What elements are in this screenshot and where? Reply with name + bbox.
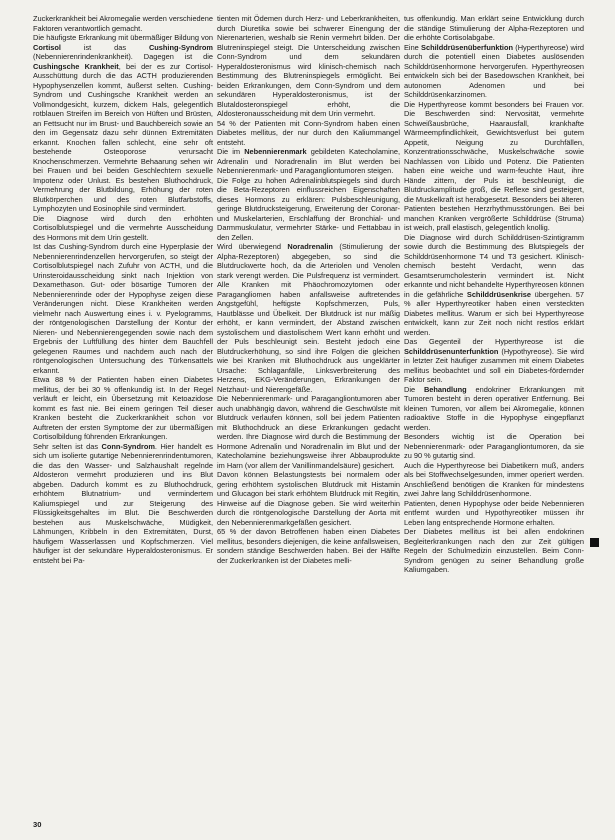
paragraph-text: . Hier handelt es sich um isolierte gutartige Nebennierenrindentumoren, die das den Wasser- und Salzhaushalt regelnde Aldosteron vermehrt produzieren und ins Blut abgeben. Dadurch kommt es zu Bluthochdruck, erhöhtem Blutnatrium- und vermindertem Kaliumspiegel und zur Steigerung des Flüssigkeitsgehaltes im Blut. Die Beschwerden bestehen aus Muskelschwäche, Müdigkeit, Lähmungen, Kribbeln in den Extremitäten, Durst, häufigem Wasserlassen und Kopfschmerzen. Viel häufiger ist der sekundäre Hyperaldosteronismus. Er entsteht bei Pa- xyxy=(33,441,213,565)
bold-term: Cortisol xyxy=(33,42,61,52)
paragraph-text: Eine xyxy=(404,42,422,52)
paragraph xyxy=(217,242,400,394)
paragraph-text: Zuckerkrankheit bei Akromegalie werden verschiedene Faktoren verantwortlich gemacht. xyxy=(33,14,213,33)
paragraph xyxy=(404,527,584,575)
column-left xyxy=(33,14,213,565)
paragraph xyxy=(404,432,584,461)
paragraph-text: Die Hyperthyreose kommt besonders bei Frauen vor. Die Beschwerden sind: Nervosität, vermehrte Schweißausbrüche, Haarausfall, krankhafte Wärmeempfindlichkeit, Gewichtsverlust bei gutem Appetit, Neigung zu Durchfällen, Konzentrationsschwäche, Muskelschwäche sowie Nachlassen von Libido und Potenz. Die Patienten haben eine weiche und warm-feuchte Haut, ihre Hände zittern, der Puls ist beschleunigt, die Blutdruckamplitude groß, die Reflexe sind gesteigert, die Muskelkraft ist herabgesetzt. Besonders bei älteren Patienten bestehen Herzrhythmusstörungen. Bei bei manchen Kranken vergrößerte Schilddrüse (Struma) ist weich, prall elastisch, gelegentlich knollig. xyxy=(404,99,584,232)
paragraph-text: 65 % der davon Betroffenen haben einen Diabetes mellitus, besonders diejenigen, die keine anfallsweisen, sondern ständige Beschwerden haben. Bei der Hälfte der Zuckerkranken ist der Diabetes melli- xyxy=(217,527,400,565)
paragraph-text: Die Diagnose wird durch Schilddrüsen-Szintigramm sowie durch die Bestimmung des Blutspiegels der Schilddrüsenhormone T4 und T3 gesichert. Klinisch-chemisch besteht Verdacht, wenn das Gesamtserumcholesterin vermindert ist. Nicht erkannte und nicht behandelte Hyperthyreosen können in die gefährliche xyxy=(404,232,584,299)
paragraph-text: Davon können Belastungstests bei normalem oder gering erhöhtem systolischen Blutdruck mit Histamin und Glucagon bei stark erhöhtem Blutdruck mit Regitin, Hinweise auf die Diagnose geben. Sie wird weiterhin durch die röntgenologische Darstellung der Aorta mit den Nebennierenmarkgefäßen gesichert. xyxy=(217,470,400,527)
edge-marker xyxy=(590,538,599,547)
paragraph-text: Sehr selten ist das xyxy=(33,441,102,451)
paragraph xyxy=(217,470,400,527)
bold-term: Cushing-Syndrom xyxy=(148,42,213,52)
paragraph-text: (Hyperthyreose) wird durch die potentiell einen Diabetes auslösenden Schilddrüsenhormone hervorgerufen. Hyperthyreosen entwickeln sich bei der Basedowschen Krankheit, bei autonomen Adenomen und bei Schilddrüsenkarzinomen. xyxy=(404,42,584,99)
paragraph-text: (Nebennierenrindenkrankheit). Dagegen ist die xyxy=(33,52,213,61)
paragraph-text: Die xyxy=(404,384,424,394)
paragraph xyxy=(217,14,400,119)
bold-term: Cushingsche Krankheit xyxy=(33,61,119,71)
paragraph-text: ist das xyxy=(60,42,149,52)
bold-term: Schilddrüsenkrise xyxy=(466,289,531,299)
paragraph-text: Die Diagnose wird durch den erhöhten Cortisolblutspiegel und die vermehrte Ausscheidung des Hormons mit dem Urin gestellt. xyxy=(33,213,213,242)
paragraph-text: Das Gegenteil der Hyperthyreose ist die xyxy=(404,337,584,346)
page-number: 30 xyxy=(33,820,42,829)
paragraph xyxy=(404,14,584,43)
paragraph xyxy=(404,385,584,433)
bold-term: Noradrenalin xyxy=(287,242,333,251)
paragraph-text: Wird überwiegend xyxy=(217,242,288,251)
bold-term: Behandlung xyxy=(423,384,467,394)
paragraph-text: Die im xyxy=(217,147,245,156)
paragraph xyxy=(33,442,213,566)
paragraph-text: Die Nebennierenmark- und Paragangliontumoren aber auch unabhängig davon, während die Geschwülste mit Blutdruck verlaufen können, soll bei jedem Patienten mit Bluthochdruck an diese Erkrankungen gedacht werden. Ihre Diagnose wird durch die Bestimmung der Hormone Adrenalin und Noradrenalin im Blut und der Katecholamine beziehungsweise ihrer Abbauprodukte im Harn (vor allem der Vanillinmandelsäure) gesichert. xyxy=(217,394,400,470)
bold-term: Nebennierenmark xyxy=(244,147,307,156)
bold-term: Schilddrüsenüberfunktion xyxy=(421,42,514,52)
paragraph xyxy=(33,242,213,375)
paragraph-text: Die Folge zu hohen Adrenalinblutspiegels sind durch die Beta-Rezeptoren einflussreichen Eigenschaften dieses Hormons zu erklären: Pulsbeschleunigung, geringe Blutdrucksteigerung, Erweiterung der Coronar- und Muskelarterien, Erschlaffung der Bronchial- und Darmmuskulatur, vermehrter Stärke- und Fettabbau in den Zellen. xyxy=(217,175,400,242)
paragraph xyxy=(404,100,584,233)
column-middle xyxy=(217,14,400,565)
paragraph xyxy=(33,33,213,214)
paragraph-text: endokriner Erkrankungen mit Tumoren besteht in deren operativer Entfernung. Bei kleinen Tumoren, vor allem bei Akromegalie, können radioaktive Stoffe in die Hypophyse eingepflanzt werden. xyxy=(404,384,584,432)
paragraph-text: tienten mit Ödemen durch Herz- und Leberkrankheiten, durch Diuretika sowie bei schwerer Einengung der Nierenarterien, weshalb sie Renin vermehrt bilden. Der Blutreninspiegel steigt. Die Unterscheidung zwischen Conn-Syndrom und dem sekundären Hyperaldosteronismus wird klinisch-chemisch nach Bestimmung des Blutreninspiegels ermöglicht. Bei beiden Erkrankungen, dem Conn-Syndrom und dem sekundären Hyperaldosteronismus, ist der Blutaldosteronspiegel erhöht, die Aldosteronausscheidung mit dem Urin vermehrt. xyxy=(217,14,400,118)
paragraph-text: Etwa 88 % der Patienten haben einen Diabetes mellitus, der bei 30 % offenkundig ist. In der Regel verläuft er leicht, ein Übersetzung mit Ketoazidose kommt es fast nie. Bei einem geringen Teil dieser Kranken besteht die Zuckerkrankheit schon vor Auftreten der ersten Symptome der zur übermäßigen Cortisolbildung führenden Erkrankungen. xyxy=(33,375,213,441)
paragraph xyxy=(404,337,584,385)
paragraph-text: Auch die Hyperthyreose bei Diabetikern muß, anders als bei Stoffwechselgesunden, immer operiert werden. Anschließend benötigen die Kranken für mindestens zwei Jahre lang Schilddrüsenhormone. xyxy=(404,460,584,498)
paragraph xyxy=(217,176,400,243)
paragraph xyxy=(217,527,400,565)
paragraph xyxy=(217,147,400,176)
paragraph xyxy=(404,499,584,528)
paragraph-text: gebildeten Katecholamine, Adrenalin und Noradrenalin im Blut werden bei Nebennierenmark- und Paragangliontumoren steigen. xyxy=(217,147,400,175)
paragraph-text: übergehen. 57 % aller Hyperthyreotiker haben einen versteckten Diabetes mellitus. Warum er sich bei Hyperthyreose entwickelt, kann zur Zeit noch nicht restlos erklärt werden. xyxy=(404,289,584,337)
paragraph-text: Die häufigste Erkrankung mit übermäßiger Bildung von xyxy=(33,33,213,42)
paragraph-text: Ist das Cushing-Syndrom durch eine Hyperplasie der Nebennierenrindenzellen hervorgerufen, so steigt der Cortisolblutspiegel nach Zufuhr von ACTH, und die Urinsteroidausscheidung sinkt nach Injektion von Dexamethason. Gut- oder bösartige Tumoren der Nebennierenrinde oder der Hypophyse zeigen diese Veränderungen nicht. Diese Krankheiten werden vielmehr nach Auswertung eines i. v. Pyelogramms, der röntgenologischen Darstellung der Kontur der Nieren- und Nebennierengegenden sowie nach dem Ergebnis der Luftfüllung des hinter dem Bauchfell gelegenen Raumes und nachdem auch nach der röntgenologischen Untersuchung des Türkensattels erkannt. xyxy=(33,242,213,375)
paragraph-text: tus offenkundig. Man erklärt seine Entwicklung durch die ständige Stimulierung der Alpha-Rezeptoren und die erhöhte Cortisolabgabe. xyxy=(404,14,584,42)
paragraph xyxy=(217,394,400,470)
paragraph-text: (Hypothyreose). Sie wird in letzter Zeit häufiger zusammen mit einem Diabetes mellitus beobachtet und soll ein Diabetes-fördernder Faktor sein. xyxy=(404,346,584,384)
bold-term: Schilddrüsenunterfunktion xyxy=(404,346,499,356)
paragraph xyxy=(404,43,584,100)
paragraph xyxy=(33,214,213,243)
paragraph-text: , bei der es zur Cortisol-Ausschüttung durch die das ACTH produzierenden Hypophysenzellen kommt, äußerst selten. Cushing-Syndrom und Cushingsche Krankheit werden an Vollmondgesicht, kurzem, dickem Hals, gelegentlich rotblauen Streifen im Bereich von Hüften und Brüsten, an Fettsucht nur im Brust- und Bauchbereich sowie an den im Gegensatz dazu sehr dünnen Extremitäten erkannt. Knochen fallen schlecht, eine sehr oft bestehende Osteoporose verursacht Knochenschmerzen. Vermehrte Behaarung sehen wir bei Frauen und bei beiden Geschlechtern sexuelle Impotenz oder Unlust. Es bestehen Bluthochdruck, Vermehrung der Blutbildung, Erhöhung der roten Blutkörperchen und des roten Blutfarbstoffs, Lymphozyten und Eosinophile sind vermindert. xyxy=(33,61,214,213)
paragraph-text: (Stimulierung der Alpha-Rezeptoren) abgegeben, so sind die Blutdruckwerte hoch, da die Arteriolen und Venolen stark verengt werden. Die Pulsfrequenz ist vermindert. Alle Kranken mit Phäochromozytomen oder Paragangliomen haben anfallsweise auftretendes Angstgefühl, heftigste Kopfschmerzen, Puls, Hautblässe und Übelkeit. Der Blutdruck ist nur mäßig erhöht, er kann vermindert, der Abstand zwischen systolischem und diastolischem Wert kann erhöht und der Puls beschleunigt sein. Besteht jedoch eine Blutdruckerhöhung, so sind ihre Folgen die gleichen wie bei Kranken mit Bluthochdruck aus ungeklärter Ursache: Schlaganfälle, Linksverbreiterung des Herzens, EKG-Veränderungen, Erkrankungen der Netzhaut- und Nierengefäße. xyxy=(217,242,401,394)
paragraph xyxy=(33,375,213,442)
paragraph xyxy=(217,119,400,148)
paragraph-text: 54 % der Patienten mit Conn-Syndrom haben einen Diabetes mellitus, der nur durch den Kaliummangel entsteht. xyxy=(217,118,400,147)
paragraph-text: Patienten, denen Hypophyse oder beide Nebennieren entfernt wurden und Hypothyreotiker müssen ihr Leben lang entsprechende Hormone erhalten. xyxy=(404,498,584,527)
paragraph xyxy=(33,14,213,33)
paragraph-text: Besonders wichtig ist die Operation bei Nebennierenmark- oder Paragangliontumoren, da sie zu 90 % gutartig sind. xyxy=(404,432,584,460)
paragraph xyxy=(404,233,584,338)
column-right xyxy=(404,14,584,575)
paragraph xyxy=(404,461,584,499)
bold-term: Conn-Syndrom xyxy=(101,441,155,451)
paragraph-text: Der Diabetes mellitus ist bei allen endokrinen Begleiterkrankungen nach den zur Zeit gültigen Regeln der Schulmedizin einzustellen. Beim Conn-Syndrom genügen zu seiner Behandlung große Kaliumgaben. xyxy=(404,527,584,574)
